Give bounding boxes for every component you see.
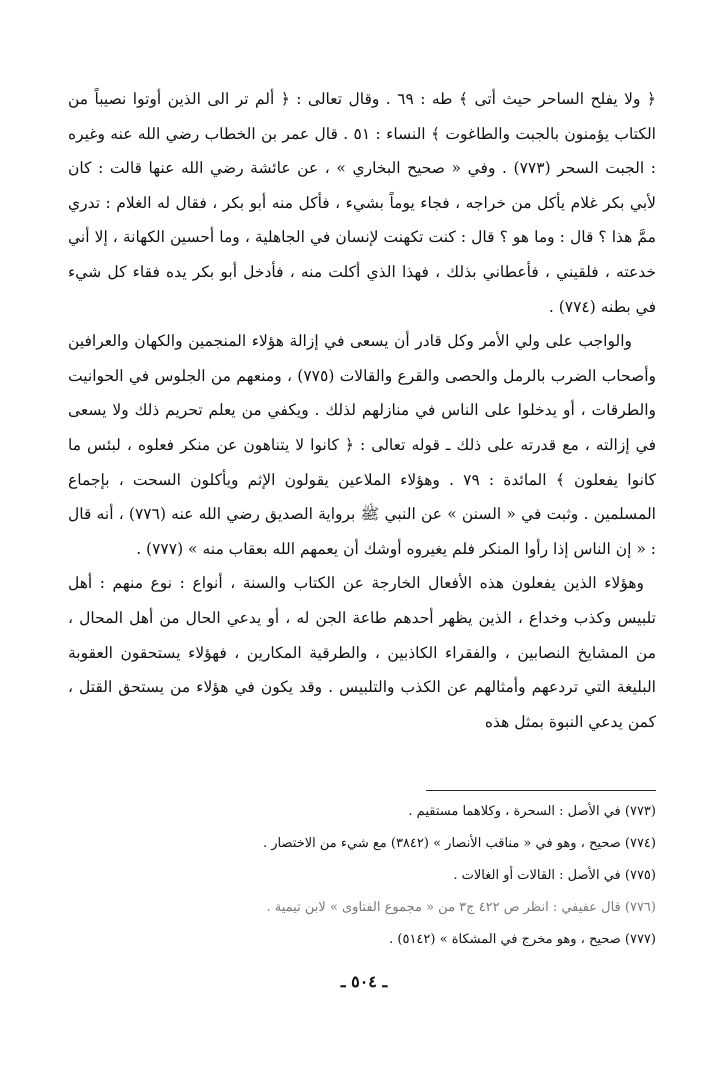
footnote: (٧٧٣) في الأصل : السحرة ، وكلاهما مستقيم . [408, 804, 656, 819]
footnote: (٧٧٥) في الأصل : القالات أو الغالات . [453, 868, 656, 883]
footnote: (٧٧٧) صحيح ، وهو مخرج في المشكاة » (٥١٤٢) . [389, 932, 656, 947]
page-number: ـ ٥٠٤ ـ [340, 972, 388, 991]
main-text [68, 82, 656, 739]
paragraph: والواجب على ولي الأمر وكل قادر أن يسعى في إزالة هؤلاء المنجمين والكهان والعرافين وأصحاب الضرب بالرمل والحصى والقرع والقالات (٧٧٥) ، ومنعهم من الجلوس في الحوانيت والطرقات ، أو يدخلوا على الناس في منازلهم لذلك . ويكفي من يعلم تحريم ذلك ولا يسعى في إزالته ، مع قدرته على ذلك ـ قوله تعالى : ﴿ كانوا لا يتناهون عن منكر فعلوه ، لبئس ما كانوا يفعلون ﴾ المائدة : ٧٩ . وهؤلاء الملاعين يقولون الإثم ويأكلون السحت ، بإجماع المسلمين . وثبت في « السنن » عن النبي ﷺ برواية الصديق رضي الله عنه (٧٧٦) ، أنه قال : « إن الناس إذا رأوا المنكر فلم يغيروه أوشك أن يعمهم الله بعقاب منه » (٧٧٧) . [68, 332, 656, 558]
footnote-divider [426, 790, 656, 791]
footnotes [150, 796, 656, 956]
paragraph: وهؤلاء الذين يفعلون هذه الأفعال الخارجة عن الكتاب والسنة ، أنواع : نوع منهم : أهل تلبيس وكذب وخداع ، الذين يظهر أحدهم طاعة الجن له ، أو يدعي الحال من أهل المحال ، من المشايخ النصابين ، والفقراء الكاذبين ، والطرقية المكارين ، فهؤلاء يستحقون العقوبة البليغة التي تردعهم وأمثالهم عن الكذب والتلبيس . وقد يكون في هؤلاء من يستحق القتل ، كمن يدعي النبوة بمثل هذه [68, 574, 656, 731]
footnote: (٧٧٤) صحيح ، وهو في « مناقب الأنصار » (٣٨٤٢) مع شيء من الاختصار . [263, 836, 656, 851]
paragraph: ﴿ ولا يفلح الساحر حيث أتى ﴾ طه : ٦٩ . وقال تعالى : ﴿ ألم تر الى الذين أوتوا نصيباً من الكتاب يؤمنون بالجبت والطاغوت ﴾ النساء : ٥١ . قال عمر بن الخطاب رضي الله عنه وغيره : الجبت السحر (٧٧٣) . وفي « صحيح البخاري » ، عن عائشة رضي الله عنها قالت : كان لأبي بكر غلام يأكل من خراجه ، فجاء يوماً بشيء ، فأكل منه أبو بكر ، فقال له الغلام : تدري ممَّ هذا ؟ قال : وما هو ؟ قال : كنت تكهنت لإنسان في الجاهلية ، وما أحسين الكهانة ، إلا أني خدعته ، فلقيني ، فأعطاني بذلك ، فهذا الذي أكلت منه ، فأدخل أبو بكر يده فقاء كل شيء في بطنه (٧٧٤) . [68, 90, 656, 316]
footnote: (٧٧٦) قال عفيفي : انظر ص ٤٢٢ ج٣ من « مجموع الفتاوى » لابن تيمية . [266, 900, 656, 915]
